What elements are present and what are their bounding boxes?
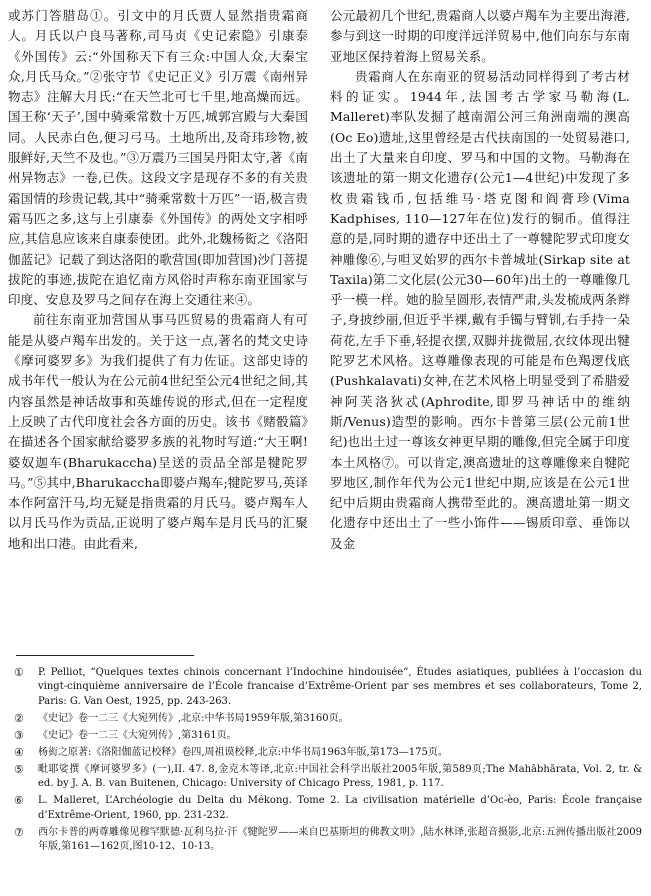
footnote xyxy=(14,763,642,792)
footnote xyxy=(14,666,642,709)
footnote-text: 毗耶娑撰《摩诃婆罗多》(一),II. 47. 8,金克木等译,北京:中国社会科学出版社2005年版,第589页;The Mahābhārata, Vol. 2, tr. & ed. by J. A. B. van Buitenen, Chicago: University of Chicago Press, 1981, p. 117. xyxy=(38,763,642,790)
footnote-text: L. Malleret, L’Archéologie du Delta du Mékong. Tome 2. La civilisation matérielle d’Oc-èo, Paris: École française d’Extrême-Orient, 1960, pp. 231-232. xyxy=(38,795,642,821)
footnote-separator xyxy=(16,655,194,656)
body-paragraph: 或苏门答腊岛①。引文中的月氏贾人显然指贵霜商人。月氏以户良马著称,司马贞《史记索隐》引康泰《外国传》云:“外国称天下有三众:中国人众,大秦宝众,月氏马众。”②张守节《史记正义》引万震《南州异物志》注解大月氏:“在天竺北可七千里,地高燥而远。国王称‘天子’,国中骑乘常数十万匹,城郭宫殿与大秦国同。人民赤白色,便习弓马。土地所出,及奇玮珍物,被服鲜好,天竺不及也。”③万震乃三国吴丹阳太守,著《南州异物志》一卷,已佚。这段文字是现存不多的有关贵霜国情的珍贵记载,其中“骑乘常数十万匹”一语,极言贵霜马匹之多,这与上引康泰《外国传》的两处文字相呼应,其信息应该来自康泰使团。此外,北魏杨衒之《洛阳伽蓝记》记载了到达洛阳的歌营国(即加营国)沙门菩提拔陀的事迹,拔陀在追忆南方风俗时声称东南亚国家与印度、安息及罗马之间存在海上交通往来④。 xyxy=(8,8,308,308)
left-text-column xyxy=(8,6,308,554)
body-paragraph: 贵霜商人在东南亚的贸易活动同样得到了考古材料的证实。1944年,法国考古学家马勒海(L. Malleret)率队发掘了越南湄公河三角洲南端的澳高(Oc Eo)遗址,这里曾经是古代扶南国的一处贸易港口,出土了大量来自印度、罗马和中国的文物。马勒海在该遗址的第一期文化遗存(公元1—4世纪)中发现了多枚贵霜钱币,包括维马·塔克图和阎膏珍(Vima Kadphises, 110—127年在位)发行的铜币。值得注意的是,同时期的遗存中还出土了一尊犍陀罗式印度女神雕像⑥,与呾叉始罗的西尔卡普城址(Sirkap site at Taxila)第二文化层(公元30—60年)出土的一尊雕像几乎一模一样。她的脸呈圆形,表情严肃,头发梳成两条辫子,身披纱丽,但近乎半裸,戴有手镯与臂钏,右手持一朵荷花,左手下垂,轻提衣摆,双脚并拢微屈,衣纹体现出犍陀罗艺术风格。这尊雕像表现的可能是布色羯逻伐底(Pushkalavati)女神,在艺术风格上明显受到了希腊爱神阿芙洛狄忒(Aphrodite,即罗马神话中的维纳斯/Venus)造型的影响。西尔卡普第三层(公元前1世纪)也出土过一尊该女神更早期的雕像,但完全属于印度本土风格⑦。可以肯定,澳高遗址的这尊雕像来自犍陀罗地区,制作年代为公元1世纪中期,应该是在公元1世纪中后期由贵霜商人携带至此的。澳高遗址第一期文化遗存中还出土了一些小饰件——锡质印章、垂饰以及金 xyxy=(330,68,630,551)
right-text-column xyxy=(330,6,630,554)
footnote-marker: ⑥ xyxy=(14,794,24,808)
footnote-text: P. Pelliot, “Quelques textes chinois concernant l’Indochine hindouisée”, Études asiatiques, publiées à l’occasion du vingt-cinquième anniversaire de l’École francaise d’Extrême-Orient par ses membres et ses collaborateurs, Tome 2, Paris: G. Van Oest, 1925, pp. 243-263. xyxy=(38,667,642,707)
footnote-marker: ⑦ xyxy=(14,825,24,839)
footnote-text: 《史记》卷一二三《大宛列传》,第3161页。 xyxy=(38,729,237,741)
footnote-text: 西尔卡普的两尊雕像见穆罕默德·瓦利乌拉·汗《犍陀罗——来自巴基斯坦的佛教文明》,陆水林译,张超音摄影,北京:五洲传播出版社2009年版,第161—162页,图10-12、10-13。 xyxy=(38,826,642,853)
footnote-marker: ② xyxy=(14,711,24,725)
footnote-marker: ④ xyxy=(14,745,24,759)
footnote xyxy=(14,794,642,823)
footnote-text: 杨衒之原著:《洛阳伽蓝记校释》卷四,周祖谟校释,北京:中华书局1963年版,第173—175页。 xyxy=(38,746,448,758)
body-paragraph: 公元最初几个世纪,贵霜商人以婆卢羯车为主要出海港,参与到这一时期的印度洋远洋贸易中,他们向东与东南亚地区保持着海上贸易关系。 xyxy=(330,8,630,64)
footnote xyxy=(14,826,642,855)
footnote xyxy=(14,729,642,743)
footnote-list xyxy=(14,666,642,857)
footnote-marker: ③ xyxy=(14,728,24,742)
footnote-marker: ① xyxy=(14,666,24,679)
body-paragraph: 前往东南亚加营国从事马匹贸易的贵霜商人有可能是从婆卢羯车出发的。关于这一点,著名的梵文史诗《摩诃婆罗多》为我们提供了有力佐证。这部史诗的成书年代一般认为在公元前4世纪至公元4世纪之间,其内容虽然是神话故事和英雄传说的形式,但在一定程度上反映了古代印度社会各方面的历史。该书《赌骰篇》在描述各个国家献给婆罗多族的礼物时写道:“大王啊!婆奴迦车(Bharukaccha)呈送的贡品全部是犍陀罗马。”⑤其中,Bharukaccha即婆卢羯车;犍陀罗马,英译本作阿富汗马,均无疑是指贵霜的月氏马。婆卢羯车人以月氏马作为贡品,正说明了婆卢羯车是月氏马的汇聚地和出口港。由此看来, xyxy=(8,312,308,551)
footnote xyxy=(14,712,642,726)
footnote-text: 《史记》卷一二三《大宛列传》,北京:中华书局1959年版,第3160页。 xyxy=(38,712,349,724)
footnote-marker: ⑤ xyxy=(14,762,24,776)
footnote xyxy=(14,746,642,760)
